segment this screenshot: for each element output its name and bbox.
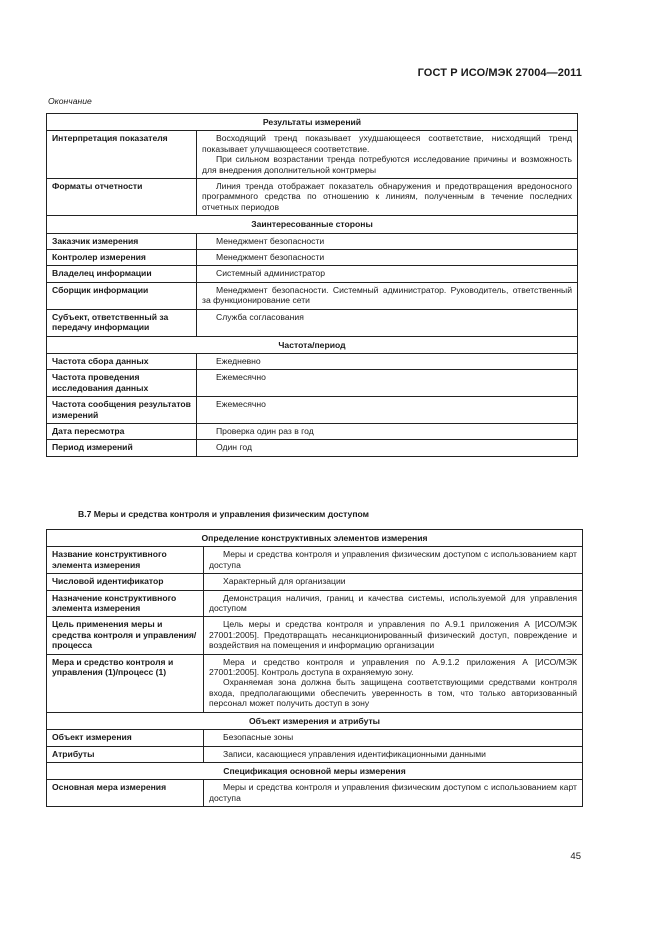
row-value: Характерный для организации: [204, 574, 583, 590]
section-heading-row: [47, 216, 578, 233]
section-heading: Объект измерения и атрибуты: [47, 712, 583, 729]
row-label: Частота проведения исследования данных: [47, 370, 197, 397]
table-row: [47, 131, 578, 179]
table-row: [47, 746, 583, 762]
row-label: Мера и средство контроля и управления (1)/процесс (1): [47, 654, 204, 712]
table-row: [47, 250, 578, 266]
section-heading-row: [47, 762, 583, 779]
value-paragraph: Восходящий тренд показывает ухудшающееся соответствие, нисходящий тренд показывает улучшающееся соответствие.: [202, 133, 572, 154]
row-value: Менеджмент безопасности. Системный администратор. Руководитель, ответственный за функционирование сети: [197, 282, 578, 309]
table-row: [47, 370, 578, 397]
page-number: 45: [570, 851, 581, 862]
section-title: В.7 Меры и средства контроля и управления физическим доступом: [78, 509, 370, 519]
row-label: Атрибуты: [47, 746, 204, 762]
section-heading: Частота/период: [47, 336, 578, 353]
table-row: [47, 282, 578, 309]
section-heading-row: [47, 530, 583, 547]
row-label: Назначение конструктивного элемента измерения: [47, 590, 204, 617]
row-label: Контролер измерения: [47, 250, 197, 266]
value-paragraph: При сильном возрастании тренда потребуются исследование причины и возможность для внедрения дополнительной контрмеры: [202, 154, 572, 175]
table-row: [47, 730, 583, 746]
row-value: Служба согласования: [197, 309, 578, 336]
row-value: Один год: [197, 440, 578, 456]
row-label: Субъект, ответственный за передачу информации: [47, 309, 197, 336]
row-value: Менеджмент безопасности: [197, 250, 578, 266]
row-label: Цель применения меры и средства контроля и управления/процесса: [47, 617, 204, 654]
row-value: Системный администратор: [197, 266, 578, 282]
section-heading: Заинтересованные стороны: [47, 216, 578, 233]
row-value: Ежемесячно: [197, 397, 578, 424]
row-label: Название конструктивного элемента измерения: [47, 547, 204, 574]
section-heading: Результаты измерений: [47, 114, 578, 131]
row-label: Частота сбора данных: [47, 353, 197, 369]
table-row: [47, 179, 578, 216]
value-paragraph: Охраняемая зона должна быть защищена соответствующими средствами контроля входа, предполагающими обеспечить уверенность в том, что только авторизованный персонал может получить доступ в зону: [209, 677, 577, 709]
section-heading: Спецификация основной меры измерения: [47, 762, 583, 779]
continuation-label: Окончание: [48, 96, 92, 106]
row-value: Безопасные зоны: [204, 730, 583, 746]
table-row: [47, 353, 578, 369]
section-heading: Определение конструктивных элементов измерения: [47, 530, 583, 547]
section-heading-row: [47, 114, 578, 131]
row-value: Менеджмент безопасности: [197, 233, 578, 249]
standard-designation: ГОСТ Р ИСО/МЭК 27004—2011: [417, 67, 582, 79]
row-label: Частота сообщения результатов измерений: [47, 397, 197, 424]
row-label: Объект измерения: [47, 730, 204, 746]
row-value: Линия тренда отображает показатель обнаружения и предотвращения вредоносного программного средства по отношению к линиям, полученным в течение последних отчетных периодов: [197, 179, 578, 216]
table-row: [47, 440, 578, 456]
row-value: Записи, касающиеся управления идентификационными данными: [204, 746, 583, 762]
row-value: Ежемесячно: [197, 370, 578, 397]
row-label: Владелец информации: [47, 266, 197, 282]
row-value: Меры и средства контроля и управления физическим доступом с использованием карт доступа: [204, 780, 583, 807]
table-row: [47, 617, 583, 654]
row-label: Сборщик информации: [47, 282, 197, 309]
table-row: [47, 654, 583, 712]
row-value: Меры и средства контроля и управления физическим доступом с использованием карт доступа: [204, 547, 583, 574]
table-row: [47, 574, 583, 590]
value-paragraph: Мера и средство контроля и управления по А.9.1.2 приложения А [ИСО/МЭК 27001:2005]. Контроль доступа в охраняемую зону.: [209, 656, 577, 678]
measurement-table-continued: [46, 113, 578, 457]
row-label: Дата пересмотра: [47, 423, 197, 439]
row-label: Период измерений: [47, 440, 197, 456]
row-label: Числовой идентификатор: [47, 574, 204, 590]
table-row: [47, 309, 578, 336]
table-row: [47, 423, 578, 439]
row-label: Форматы отчетности: [47, 179, 197, 216]
row-value: [197, 131, 578, 179]
table-row: [47, 590, 583, 617]
section-heading-row: [47, 336, 578, 353]
table-row: [47, 233, 578, 249]
section-heading-row: [47, 712, 583, 729]
row-label: Заказчик измерения: [47, 233, 197, 249]
row-value: Демонстрация наличия, границ и качества системы, используемой для управления доступом: [204, 590, 583, 617]
row-label: Интерпретация показателя: [47, 131, 197, 179]
table-row: [47, 780, 583, 807]
row-value: [204, 654, 583, 712]
row-value: Проверка один раз в год: [197, 423, 578, 439]
physical-access-table: [46, 529, 583, 807]
row-label: Основная мера измерения: [47, 780, 204, 807]
table-row: [47, 266, 578, 282]
row-value: Ежедневно: [197, 353, 578, 369]
row-value: Цель меры и средства контроля и управления по А.9.1 приложения А [ИСО/МЭК 27001:2005]. Предотвращать несанкционированный физический доступ, повреждение и воздействия на помещения и информацию организации: [204, 617, 583, 654]
table-row: [47, 547, 583, 574]
table-row: [47, 397, 578, 424]
